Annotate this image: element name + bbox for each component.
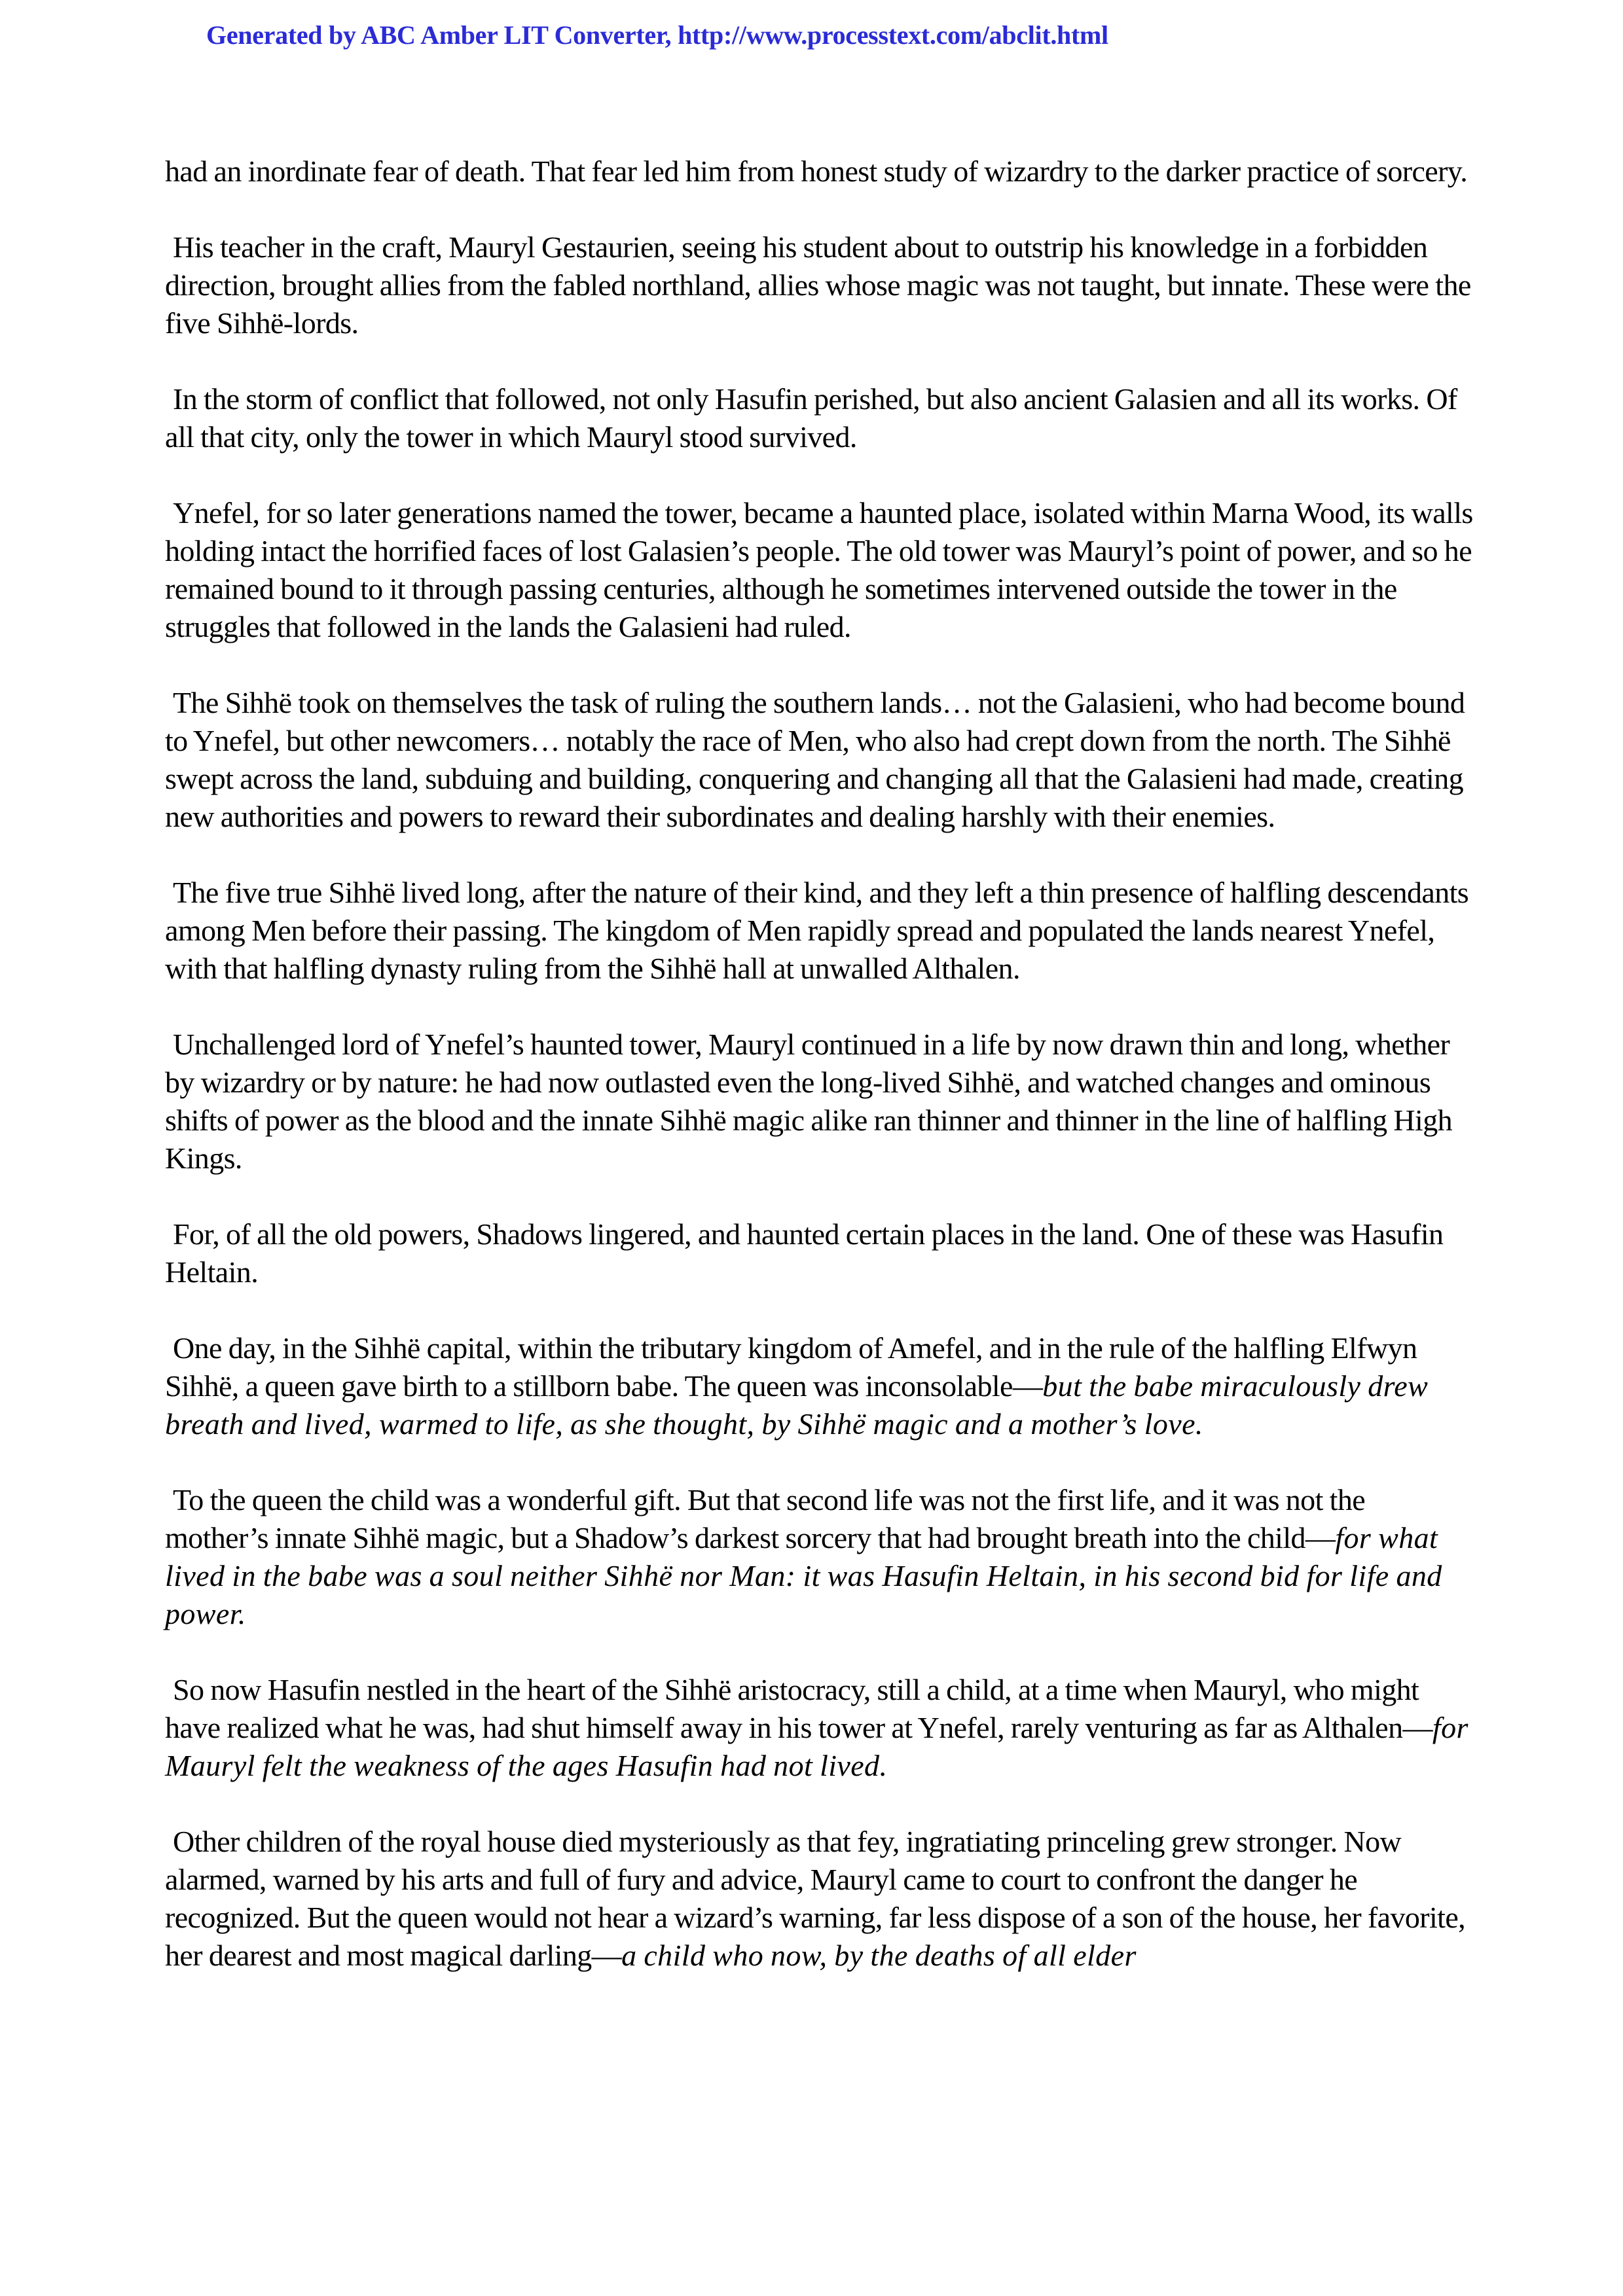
paragraph-4-text: Ynefel, for so later generations named the tower, became a haunted place, isolated within Marna Wood, its walls holding intact the horrified faces of lost Galasien’s people. The old tower was Mauryl’s point of power, and so he remained bound to it through passing centuries, although he sometimes intervened outside the tower in the struggles that followed in the lands the Galasieni had ruled. [165, 496, 1473, 643]
paragraph-9-italic: but the babe miraculously drew breath and lived, warmed to life, as she thought, by Sihhë magic and a mother’s love. [165, 1369, 1429, 1441]
paragraph-1-text: had an inordinate fear of death. That fear led him from honest study of wizardry to the darker practice of sorcery. [165, 154, 1468, 188]
paragraph-10 [165, 1481, 1474, 1633]
paragraph-2-text: His teacher in the craft, Mauryl Gestaurien, seeing his student about to outstrip his knowledge in a forbidden direction, brought allies from the fabled northland, allies whose magic was not taught, but innate. These were the five Sihhë-lords. [165, 230, 1471, 340]
paragraph-4 [165, 494, 1474, 646]
paragraph-7 [165, 1026, 1474, 1177]
paragraph-3-text: In the storm of conflict that followed, not only Hasufin perished, but also ancient Galasien and all its works. Of all that city, only the tower in which Mauryl stood survived. [165, 382, 1457, 454]
paragraph-10-italic: for what lived in the babe was a soul neither Sihhë nor Man: it was Hasufin Heltain, in his second bid for life and power. [165, 1521, 1442, 1630]
paragraph-8-text: For, of all the old powers, Shadows lingered, and haunted certain places in the land. One of these was Hasufin Heltain. [165, 1217, 1444, 1289]
paragraph-5-text: The Sihhë took on themselves the task of ruling the southern lands… not the Galasieni, who had become bound to Ynefel, but other newcomers… notably the race of Men, who also had crept down from the north. The Sihhë swept across the land, subduing and building, conquering and changing all that the Galasieni had made, creating new authorities and powers to reward their subordinates and dealing harshly with their enemies. [165, 686, 1465, 833]
paragraph-9 [165, 1329, 1474, 1443]
converter-header: Generated by ABC Amber LIT Converter, http://www.processtext.com/abclit.html [206, 20, 1108, 50]
paragraph-11 [165, 1671, 1474, 1785]
paragraph-6-text: The five true Sihhë lived long, after the nature of their kind, and they left a thin presence of halfling descendants among Men before their passing. The kingdom of Men rapidly spread and populated the lands nearest Ynefel, with that halfling dynasty ruling from the Sihhë hall at unwalled Althalen. [165, 876, 1469, 985]
document-body [165, 152, 1474, 2013]
paragraph-12-text: Other children of the royal house died mysteriously as that fey, ingratiating princeling grew stronger. Now alarmed, warned by his arts and full of fury and advice, Mauryl came to court to confront the danger he recognized. But the queen would not hear a wizard’s warning, far less dispose of a son of the house, her favorite, her dearest and most magical darling— [165, 1825, 1466, 1972]
paragraph-6 [165, 874, 1474, 988]
paragraph-9-text: One day, in the Sihhë capital, within the tributary kingdom of Amefel, and in the rule of the halfling Elfwyn Sihhë, a queen gave birth to a stillborn babe. The queen was inconsolable— [165, 1331, 1417, 1403]
paragraph-11-italic: for Mauryl felt the weakness of the ages Hasufin had not lived. [165, 1711, 1468, 1782]
paragraph-8 [165, 1215, 1474, 1291]
paragraph-11-text: So now Hasufin nestled in the heart of the Sihhë aristocracy, still a child, at a time when Mauryl, who might have realized what he was, had shut himself away in his tower at Ynefel, rarely venturing as far as Althalen— [165, 1673, 1432, 1744]
paragraph-3 [165, 380, 1474, 456]
paragraph-12 [165, 1823, 1474, 1975]
paragraph-5 [165, 684, 1474, 836]
paragraph-1 [165, 152, 1474, 190]
paragraph-2 [165, 228, 1474, 342]
paragraph-7-text: Unchallenged lord of Ynefel’s haunted tower, Mauryl continued in a life by now drawn thin and long, whether by wizardry or by nature: he had now outlasted even the long-lived Sihhë, and watched changes and ominous shifts of power as the blood and the innate Sihhë magic alike ran thinner and thinner in the line of halfling High Kings. [165, 1028, 1453, 1175]
paragraph-12-italic: a child who now, by the deaths of all elder [621, 1939, 1137, 1972]
paragraph-10-text: To the queen the child was a wonderful gift. But that second life was not the first life, and it was not the mother’s innate Sihhë magic, but a Shadow’s darkest sorcery that had brought breath into the child— [165, 1483, 1366, 1554]
